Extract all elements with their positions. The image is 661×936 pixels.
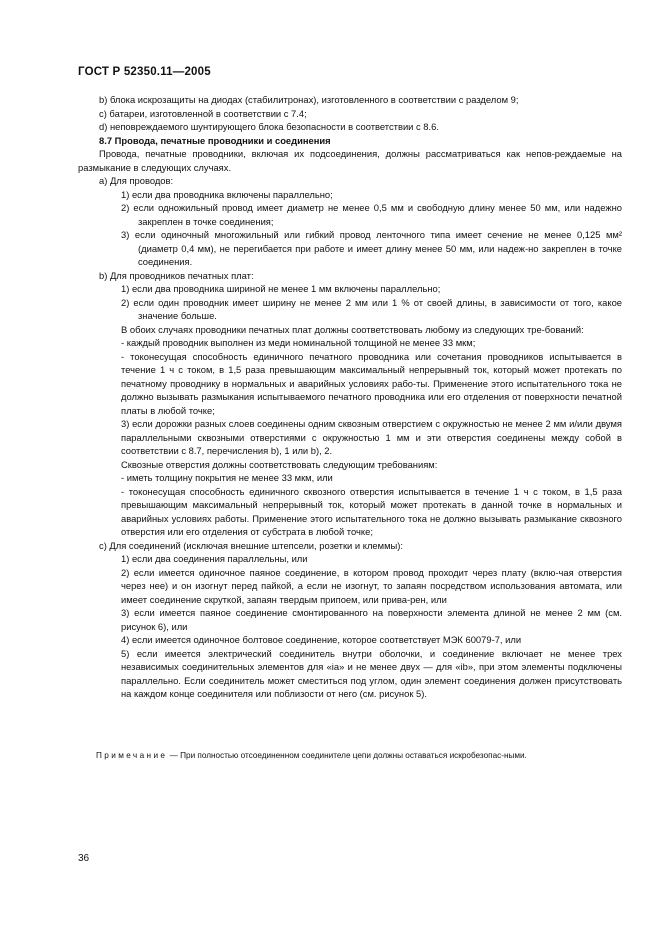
document-header: ГОСТ Р 52350.11—2005 <box>78 66 211 78</box>
list-item: c) Для соединений (исключая внешние штепсели, розетки и клеммы): <box>99 539 403 551</box>
list-item: d) неповреждаемого шунтирующего блока безопасности в соответствии с 8.6. <box>99 121 439 132</box>
list-item: - токонесущая способность единичного печатного проводника или сочетания проводников испытывается в течение 1 ч с током, в 1,5 раза превышающим максимальный непрерывный ток, который может протекать по печатному проводнику в нормальных и аварийных условиях рабо-ты. Применение этого испытательного тока не должно вызывать размыкания испытываемого печатного проводника или его отделения от поверхности печатной платы в любой точке; <box>121 350 622 416</box>
list-item: 2) если имеется одиночное паяное соединение, в котором провод проходит через плату (вклю-чая отверстия через нее) и он изогнут перед пайкой, а если не изогнут, то запаян посредством использования автомата, или имеет соединение скруткой, запаян твердым припоем, или прива-рен, или <box>121 566 622 605</box>
note-text: — При полностью отсоединенном соединителе цепи должны оставаться искробезопас-ными. <box>167 751 527 760</box>
list-item: 2) если одножильный провод имеет диаметр не менее 0,5 мм и свободную длину менее 50 мм, или надежно закреплен в точке соединения; <box>121 202 622 227</box>
note-label: Примечание <box>96 751 168 760</box>
list-item: 1) если два проводника включены параллельно; <box>121 188 333 200</box>
list-item: 1) если два проводника шириной не менее 1 мм включены параллельно; <box>121 283 441 294</box>
list-item: 1) если два соединения параллельны, или <box>121 553 308 564</box>
list-item: 3) если имеется паяное соединение смонтированного на поверхности элемента длиной не менее 2 мм (см. рисунок 6), или <box>121 607 622 632</box>
list-item: b) блока искрозащиты на диодах (стабилитронах), изготовленного в соответствии с разделом 9; <box>99 94 519 105</box>
note <box>78 750 622 762</box>
page-number: 36 <box>78 853 90 864</box>
list-item: - иметь толщину покрытия не менее 33 мкм, или <box>121 472 333 483</box>
list-item: b) Для проводников печатных плат: <box>99 269 254 281</box>
list-item: 2) если один проводник имеет ширину не менее 2 мм или 1 % от своей длины, в зависимости от того, какое значение больше. <box>121 296 622 321</box>
list-item: a) Для проводов: <box>99 175 174 186</box>
section-heading: 8.7 Провода, печатные проводники и соединения <box>99 134 331 146</box>
list-item: - каждый проводник выполнен из меди номинальной толщиной не менее 33 мкм; <box>121 337 476 348</box>
list-item: 3) если дорожки разных слоев соединены одним сквозным отверстием с окружностью не менее 2 мм и/или двумя параллельными сквозными отверстиями с окружностью 1 мм и эти отверстия соединены между собой в соответствии с 8.7, перечисления b), 1 или b), 2. <box>121 418 622 456</box>
list-item: 4) если имеется одиночное болтовое соединение, которое соответствует МЭК 60079-7, или <box>121 634 522 645</box>
paragraph: В обоих случаях проводники печатных плат должны соответствовать любому из следующих тре-бований: <box>121 323 584 335</box>
list-item: 5) если имеется электрический соединитель внутри оболочки, и соединение включает не менее трех независимых соединительных элементов для «ia» и не менее двух — для «ib», при этом элементы подключены параллельно. Если соединитель может сместиться под углом, один элемент соединения должен присутствовать на каждом конце соединителя или поблизости от него (см. рисунок 5). <box>121 647 622 699</box>
paragraph: Сквозные отверстия должны соответствовать следующим требованиям: <box>121 458 438 470</box>
list-item: - токонесущая способность единичного сквозного отверстия испытывается в течение 1 ч с током, в 1,5 раза превышающим максимальный непрерывный ток, который может протекать в данной точке в нормальных и аварийных условиях работы. Применение этого испытательного тока не должно вызывать размыкание сквозного отверстия или его отделения от субстрата в любой точке; <box>121 485 622 537</box>
document-body <box>78 93 622 701</box>
list-item: c) батареи, изготовленной в соответствии с 7.4; <box>99 107 307 119</box>
paragraph: Провода, печатные проводники, включая их подсоединения, должны рассматриваться как непов-реждаемые на размыкание в следующих случаях. <box>78 148 622 173</box>
list-item: 3) если одиночный многожильный или гибкий провод ленточного типа имеет сечение не менее 0,125 мм² (диаметр 0,4 мм), не перегибается при работе и имеет длину менее 50 мм, или надеж-но закреплен в точке соединения. <box>121 229 622 267</box>
